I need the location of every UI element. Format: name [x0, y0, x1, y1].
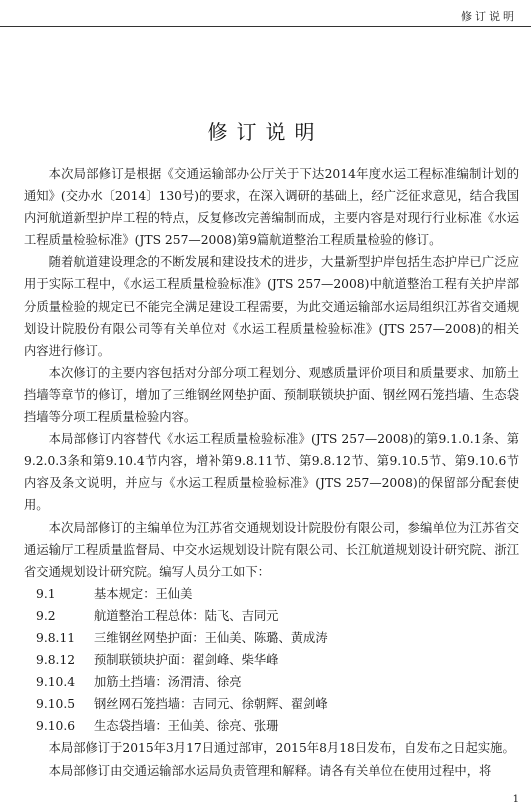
assignment-text: 钢丝网石笼挡墙：吉同元、徐朝辉、翟剑峰	[94, 697, 328, 712]
assignment-item	[24, 715, 519, 737]
page-title: 修订说明	[207, 120, 324, 144]
paragraph: 本局部修订内容替代《水运工程质量检验标准》(JTS 257—2008)的第9.1.0.1条、第9.2.0.3条和第9.10.4节内容，增补第9.8.11节、第9.8.12节、第9.10.5节、第9.10.6节内容及条文说明，并应与《水运工程质量检验标准》(JTS 257—2008)的保留部分配套使用。	[24, 432, 519, 513]
running-header	[0, 0, 531, 27]
assignment-section-number: 9.1	[36, 586, 56, 601]
paragraph: 本次局部修订是根据《交通运输部办公厅关于下达2014年度水运工程标准编制计划的通知》(交办水〔2014〕130号)的要求，在深入调研的基础上，经广泛征求意见，结合我国内河航道新型护岸工程的特点，反复修改完善编制而成，主要内容是对现行行业标准《水运工程质量检验标准》(JTS 257—2008)第9篇航道整治工程质量检验的修订。	[24, 167, 519, 248]
assignment-item	[24, 605, 519, 627]
assignment-text: 三维钢丝网垫护面：王仙美、陈璐、黄成涛	[94, 630, 328, 645]
paragraph: 本局部修订于2015年3月17日通过部审，2015年8月18日发布，自发布之日起实施。	[48, 741, 515, 756]
page-number: 1	[512, 794, 519, 805]
assignment-section-number: 9.8.11	[36, 630, 76, 645]
assignment-item	[24, 583, 519, 605]
assignment-section-number: 9.10.5	[36, 697, 76, 712]
assignment-item	[24, 693, 519, 715]
assignment-section-number: 9.10.6	[36, 719, 76, 734]
assignment-item	[24, 627, 519, 649]
paragraph: 本次修订的主要内容包括对分部分项工程划分、观感质量评价项目和质量要求、加筋土挡墙等章节的修订，增加了三维钢丝网垫护面、预制联锁块护面、钢丝网石笼挡墙、生态袋挡墙等分项工程质量检验内容。	[24, 365, 519, 425]
assignment-section-number: 9.10.4	[36, 675, 76, 690]
paragraph: 本局部修订由交通运输部水运局负责管理和解释。请各有关单位在使用过程中，将	[48, 763, 492, 778]
assignment-text: 加筋土挡墙：汤渭清、徐亮	[94, 675, 242, 690]
assignment-section-number: 9.8.12	[36, 653, 76, 668]
paragraph: 本次局部修订的主编单位为江苏省交通规划设计院股份有限公司，参编单位为江苏省交通运输厅工程质量监督局、中交水运规划设计院有限公司、长江航道规划设计研究院、浙江省交通规划设计研究院。编写人员分工如下：	[24, 520, 519, 579]
assignment-item	[24, 649, 519, 671]
assignment-text: 生态袋挡墙：王仙美、徐亮、张珊	[94, 719, 279, 734]
assignment-section-number: 9.2	[36, 608, 56, 623]
assignment-text: 航道整治工程总体：陆飞、吉同元	[94, 608, 279, 623]
assignment-text: 基本规定：王仙美	[94, 586, 193, 601]
body-text	[24, 163, 519, 782]
running-header-title: 修订说明	[461, 10, 517, 23]
assignment-item	[24, 671, 519, 693]
assignment-text: 预制联锁块护面：翟剑峰、柴华峰	[94, 653, 279, 668]
paragraph: 随着航道建设理念的不断发展和建设技术的进步，大量新型护岸包括生态护岸已广泛应用于实际工程中，《水运工程质量检验标准》(JTS 257—2008)中航道整治工程有关护岸部分质量检验的规定已不能完全满足建设工程需要，为此交通运输部水运局组织江苏省交通规划设计院股份有限公司等有关单位对《水运工程质量检验标准》(JTS 257—2008)的相关内容进行修订。	[24, 255, 519, 358]
